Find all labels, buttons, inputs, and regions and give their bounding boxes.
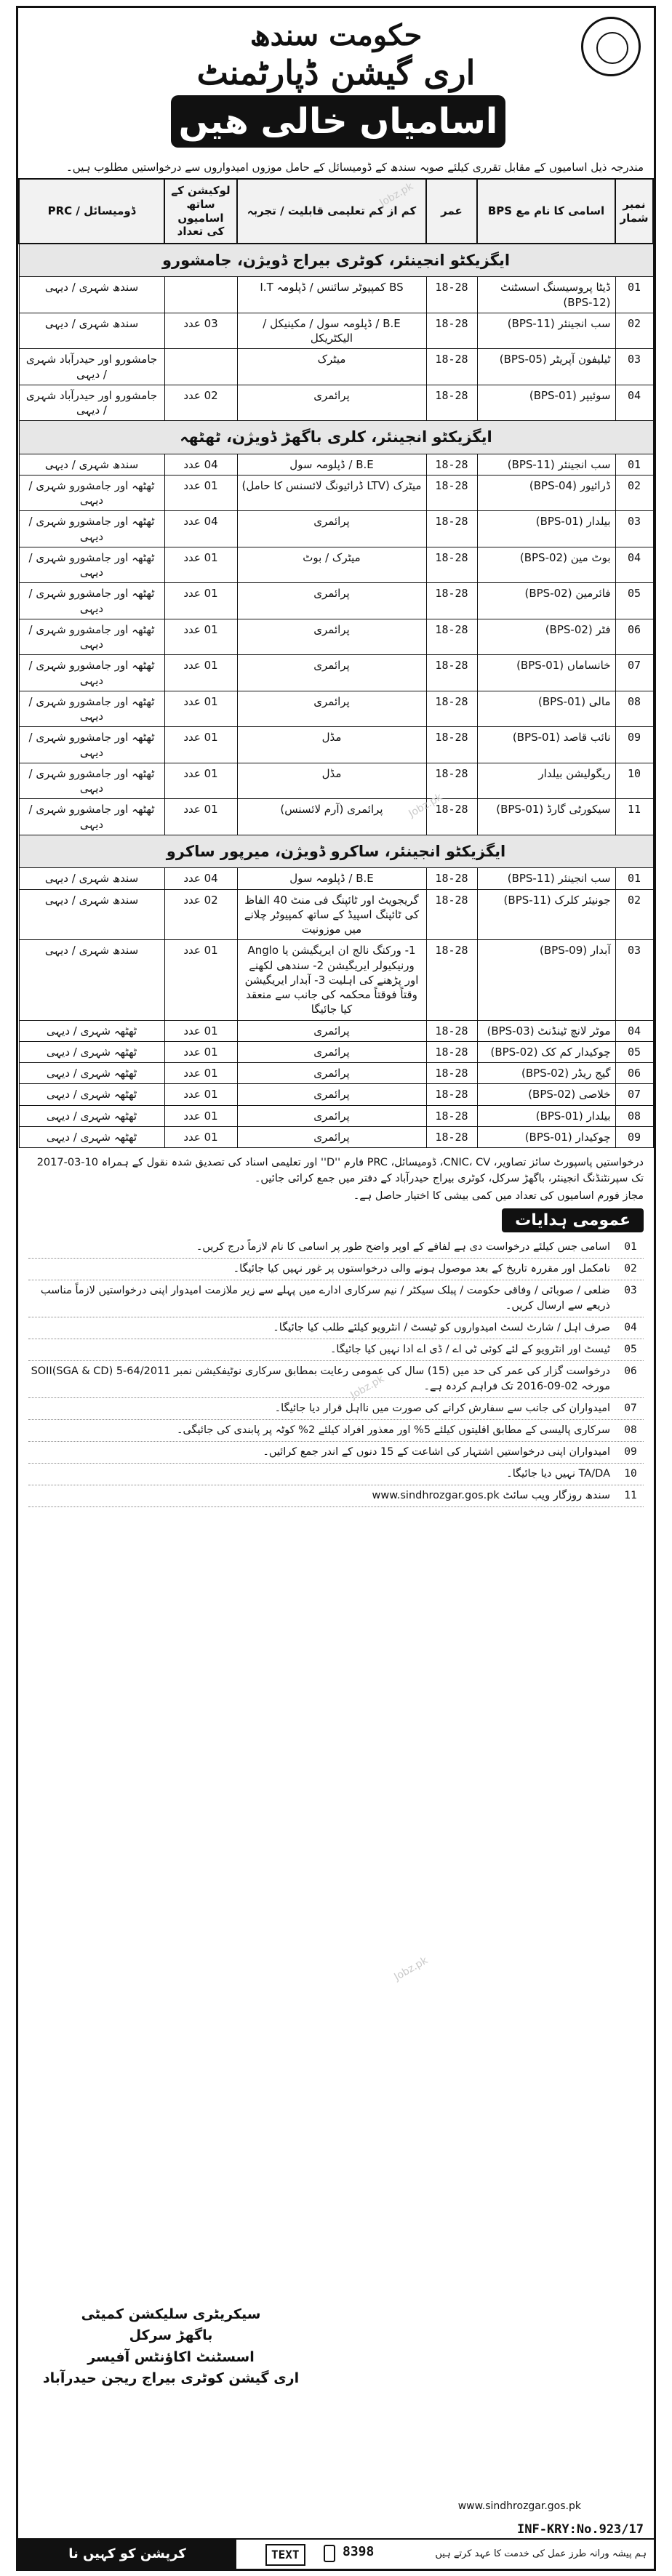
- watermark: Jobz.pk: [348, 1373, 387, 1402]
- instruction-number: 04: [624, 1322, 637, 1334]
- qualification-cell: 1- ورکنگ نالج ان ایریگیشن یا Anglo ورنیکیولر ایریگیشن 2- سندھی لکھنے اور پڑھنے کی اہلیت 3- آبدار ایریگیشن وقتاً فوقتاً محکمہ کی جانب سے منعقد کیا جائیگا: [237, 940, 426, 1020]
- instruction-text: درخواست گزار کی عمر کی حد میں (15) سال کی عمومی رعایت بمطابق سرکاری نوٹیفکیشن نمبر SOII(SGA & CD) 5-64/2011 مورخہ 02-09-2016 تک فراہم کردہ ہے۔: [31, 1365, 610, 1393]
- list-item: [28, 1237, 644, 1259]
- post-cell: ڈرائیور (BPS-04): [477, 475, 615, 511]
- serial-cell: 01: [615, 454, 653, 475]
- count-cell: 01 عدد: [164, 691, 237, 727]
- post-cell: گیج ریڈر (BPS-02): [477, 1063, 615, 1084]
- instruction-number: 11: [624, 1490, 637, 1502]
- general-instructions-title: عمومی ہدایات: [502, 1208, 644, 1232]
- age-cell: 18-28: [426, 1126, 477, 1147]
- age-cell: 18-28: [426, 691, 477, 727]
- count-cell: 04 عدد: [164, 511, 237, 547]
- table-row: [19, 1041, 653, 1062]
- list-item: [28, 1259, 644, 1280]
- table-row: [19, 1063, 653, 1084]
- header: [18, 8, 654, 161]
- table-row: [19, 511, 653, 547]
- domicile-cell: جامشورو اور حیدرآباد شہری / دیہی: [19, 349, 164, 385]
- age-cell: 18-28: [426, 1063, 477, 1084]
- qualification-cell: میٹرک: [237, 349, 426, 385]
- age-cell: 18-28: [426, 655, 477, 691]
- domicile-cell: ٹھٹھہ شہری / دیہی: [19, 1084, 164, 1105]
- age-cell: 18-28: [426, 1041, 477, 1062]
- signature-line-4: اری گیشن کوٹری بیراج ریجن حیدرآباد: [42, 2370, 300, 2387]
- serial-cell: 03: [615, 940, 653, 1020]
- serial-cell: 02: [615, 313, 653, 349]
- instruction-text: سندھ روزگار ویب سائٹ www.sindhrozgar.gos.pk: [372, 1490, 610, 1502]
- table-row: [19, 475, 653, 511]
- domicile-cell: ٹھٹھہ اور جامشورو شہری / دیہی: [19, 619, 164, 655]
- post-cell: بیلدار (BPS-01): [477, 511, 615, 547]
- table-row: [19, 799, 653, 835]
- domicile-cell: ٹھٹھہ اور جامشورو شہری / دیہی: [19, 475, 164, 511]
- age-cell: 18-28: [426, 763, 477, 799]
- serial-cell: 06: [615, 619, 653, 655]
- post-cell: جونیئر کلرک (BPS-11): [477, 889, 615, 940]
- qualification-cell: مڈل: [237, 727, 426, 763]
- post-cell: خلاصی (BPS-02): [477, 1084, 615, 1105]
- age-cell: 18-28: [426, 940, 477, 1020]
- count-cell: 01 عدد: [164, 1063, 237, 1084]
- instruction-number: 03: [624, 1285, 637, 1297]
- qualification-cell: پرائمری: [237, 1126, 426, 1147]
- qualification-cell: B.E / ڈپلومہ سول: [237, 454, 426, 475]
- table-row: [19, 313, 653, 349]
- age-cell: 18-28: [426, 475, 477, 511]
- count-cell: 01 عدد: [164, 475, 237, 511]
- header-serial: نمبر شمار: [615, 179, 653, 244]
- serial-cell: 04: [615, 1020, 653, 1041]
- age-cell: 18-28: [426, 385, 477, 421]
- domicile-cell: سندھ شہری / دیہی: [19, 889, 164, 940]
- table-row: [19, 868, 653, 889]
- post-cell: سب انجینئر (BPS-11): [477, 313, 615, 349]
- section-header-row: [19, 421, 653, 454]
- table-row: [19, 940, 653, 1020]
- header-age: عمر: [426, 179, 477, 244]
- instruction-text: ٹیسٹ اور انٹرویو کے لئے کوئی ٹی اے / ڈی اے ادا نہیں کیا جائیگا۔: [329, 1344, 610, 1356]
- age-cell: 18-28: [426, 619, 477, 655]
- post-cell: نائب قاصد (BPS-01): [477, 727, 615, 763]
- footer-message: ہم پیشہ ورانہ طرز عمل کی خدمت کا عہد کرتے ہیں: [435, 2548, 647, 2559]
- serial-cell: 02: [615, 889, 653, 940]
- signature-line-3: اسسٹنٹ اکاؤنٹس آفیسر: [87, 2348, 255, 2365]
- instruction-number: 09: [624, 1446, 637, 1458]
- serial-cell: 02: [615, 475, 653, 511]
- mobile-phone-icon: [324, 2545, 335, 2562]
- sms-number: 8398: [343, 2544, 375, 2559]
- post-cell: فائرمین (BPS-02): [477, 583, 615, 619]
- domicile-cell: جامشورو اور حیدرآباد شہری / دیہی: [19, 385, 164, 421]
- qualification-cell: گریجویٹ اور ٹائپنگ فی منٹ 40 الفاظ کی ٹائپنگ اسپیڈ کے ساتھ کمپیوٹر چلانے میں موزونیت: [237, 889, 426, 940]
- vacancies-banner: اسامیاں خالی ھیں: [171, 95, 505, 148]
- table-row: [19, 1084, 653, 1105]
- post-cell: ڈیٹا پروسیسنگ اسسٹنٹ (BPS-12): [477, 277, 615, 313]
- department-title: اری گیشن ڈپارٹمنٹ: [196, 53, 476, 92]
- domicile-cell: سندھ شہری / دیہی: [19, 313, 164, 349]
- age-cell: 18-28: [426, 349, 477, 385]
- footer: [18, 2300, 654, 2569]
- post-cell: مالی (BPS-01): [477, 691, 615, 727]
- bottom-strip: [18, 2538, 654, 2569]
- post-cell: سیکورٹی گارڈ (BPS-01): [477, 799, 615, 835]
- section-title: ایگزیکٹو انجینئر، ساکرو ڈویژن، میرپور ساکرو: [19, 835, 653, 867]
- count-cell: 01 عدد: [164, 1105, 237, 1126]
- qualification-cell: پرائمری: [237, 511, 426, 547]
- serial-cell: 11: [615, 799, 653, 835]
- inf-reference: INF-KRY:No.923/17: [517, 2522, 644, 2537]
- post-cell: سب انجینئر (BPS-11): [477, 454, 615, 475]
- qualification-cell: BS کمپیوٹر سائنس / ڈپلومہ I.T: [237, 277, 426, 313]
- list-item: [28, 1317, 644, 1339]
- count-cell: [164, 349, 237, 385]
- header-post: اسامی کا نام مع BPS: [477, 179, 615, 244]
- section-header-row: [19, 835, 653, 867]
- count-cell: 04 عدد: [164, 868, 237, 889]
- section-header-row: [19, 244, 653, 277]
- age-cell: 18-28: [426, 1084, 477, 1105]
- table-header-row: [19, 179, 653, 244]
- list-item: [28, 1280, 644, 1317]
- domicile-cell: ٹھٹھہ اور جامشورو شہری / دیہی: [19, 799, 164, 835]
- signature-line-2: باگھڑ سرکل: [129, 2327, 213, 2344]
- submission-notice: درخواستیں پاسپورٹ سائز تصاویر، CNIC، CV، ڈومیسائل، PRC فارم ''D'' اور تعلیمی اسناد کی تصدیق شدہ نقول کے ہمراہ 10-03-2017 تک سپرنٹنڈنگ انجینئر، باگھڑ سرکل، کوٹری بیراج حیدرآباد کے دفتر میں جمع کرائی جائیں۔: [36, 1157, 644, 1184]
- table-row: [19, 454, 653, 475]
- post-cell: ٹیلیفون آپریٹر (BPS-05): [477, 349, 615, 385]
- qualification-cell: پرائمری: [237, 691, 426, 727]
- post-cell: سوئیپر (BPS-01): [477, 385, 615, 421]
- domicile-cell: ٹھٹھہ شہری / دیہی: [19, 1126, 164, 1147]
- count-cell: 01 عدد: [164, 763, 237, 799]
- age-cell: 18-28: [426, 727, 477, 763]
- table-row: [19, 691, 653, 727]
- list-item: [28, 1485, 644, 1507]
- serial-cell: 10: [615, 763, 653, 799]
- post-cell: چوکیدار کم کک (BPS-02): [477, 1041, 615, 1062]
- age-cell: 18-28: [426, 583, 477, 619]
- list-item: [28, 1464, 644, 1485]
- signature-line-1: سیکریٹری سلیکشن کمیٹی: [81, 2306, 261, 2322]
- post-cell: بیلدار (BPS-01): [477, 1105, 615, 1126]
- qualification-cell: پرائمری: [237, 1020, 426, 1041]
- instruction-text: ضلعی / صوبائی / وفاقی حکومت / پبلک سیکٹر / نیم سرکاری ادارے میں پہلے سے زیر ملازمت امیدوار اپنی درخواستیں لازماً مناسب ذریعے سے ارسال کریں۔: [40, 1285, 610, 1312]
- qualification-cell: میٹرک (LTV ڈرائیونگ لائسنس کا حامل): [237, 475, 426, 511]
- qualification-cell: میٹرک / بوٹ: [237, 547, 426, 583]
- qualification-cell: پرائمری: [237, 655, 426, 691]
- post-cell: سب انجینئر (BPS-11): [477, 868, 615, 889]
- list-item: [28, 1420, 644, 1442]
- instruction-number: 06: [624, 1365, 637, 1378]
- count-cell: 01 عدد: [164, 1041, 237, 1062]
- table-row: [19, 763, 653, 799]
- serial-cell: 07: [615, 655, 653, 691]
- header-count: لوکیشن کے ساتھ اسامیوں کی تعداد: [164, 179, 237, 244]
- domicile-cell: سندھ شہری / دیہی: [19, 454, 164, 475]
- domicile-cell: ٹھٹھہ اور جامشورو شہری / دیہی: [19, 727, 164, 763]
- count-cell: 01 عدد: [164, 619, 237, 655]
- domicile-cell: سندھ شہری / دیہی: [19, 940, 164, 1020]
- instructions-list: [28, 1237, 644, 1507]
- instruction-text: نامکمل اور مقررہ تاریخ کے بعد موصول ہونے والی درخواستوں پر غور نہیں کیا جائیگا۔: [233, 1263, 610, 1275]
- instruction-text: اسامی جس کیلئے درخواست دی ہے لفافے کے اوپر واضح طور پر اسامی کا نام لازماً درج کریں۔: [196, 1241, 610, 1253]
- instruction-text: سرکاری پالیسی کے مطابق اقلیتوں کیلئے 5% اور معذور افراد کیلئے 2% کوٹہ پر پابندی کی جائیگی۔: [176, 1424, 610, 1437]
- signature-block: [40, 2304, 302, 2390]
- serial-cell: 05: [615, 583, 653, 619]
- serial-cell: 09: [615, 1126, 653, 1147]
- count-cell: 01 عدد: [164, 547, 237, 583]
- qualification-cell: پرائمری: [237, 1063, 426, 1084]
- age-cell: 18-28: [426, 799, 477, 835]
- instruction-text: صرف اہل / شارٹ لسٹ امیدواروں کو ٹیسٹ / انٹرویو کیلئے طلب کیا جائیگا۔: [273, 1322, 610, 1334]
- instruction-number: 01: [624, 1241, 637, 1253]
- instruction-number: 02: [624, 1263, 637, 1275]
- table-row: [19, 1126, 653, 1147]
- age-cell: 18-28: [426, 1105, 477, 1126]
- count-cell: 01 عدد: [164, 799, 237, 835]
- instruction-text: TA/DA نہیں دیا جائیگا۔: [506, 1468, 610, 1480]
- domicile-cell: ٹھٹھہ اور جامشورو شہری / دیہی: [19, 655, 164, 691]
- website-text: www.sindhrozgar.gos.pk: [457, 2500, 581, 2512]
- instruction-number: 07: [624, 1403, 637, 1415]
- list-item: [28, 1398, 644, 1420]
- count-cell: 02 عدد: [164, 889, 237, 940]
- table-row: [19, 277, 653, 313]
- table-row: [19, 1020, 653, 1041]
- instruction-text: امیدواران اپنی درخواستیں اشتہار کی اشاعت کے 15 دنوں کے اندر جمع کرائیں۔: [263, 1446, 610, 1458]
- count-cell: 01 عدد: [164, 1126, 237, 1147]
- age-cell: 18-28: [426, 511, 477, 547]
- post-cell: خانساماں (BPS-01): [477, 655, 615, 691]
- section-title: ایگزیکٹو انجینئر، کوٹری بیراج ڈویژن، جامشورو: [19, 244, 653, 277]
- anti-corruption-slogan: کرپشن کو کہیں نا: [18, 2540, 236, 2569]
- advertisement-page: [16, 6, 656, 2571]
- watermark: Jobz.pk: [392, 1954, 431, 1983]
- instruction-text: امیدواران کی جانب سے سفارش کرانے کی صورت میں نااہل قرار دیا جائیگا۔: [274, 1403, 610, 1415]
- domicile-cell: ٹھٹھہ شہری / دیہی: [19, 1105, 164, 1126]
- qualification-cell: پرائمری: [237, 583, 426, 619]
- domicile-cell: ٹھٹھہ اور جامشورو شہری / دیہی: [19, 691, 164, 727]
- serial-cell: 08: [615, 691, 653, 727]
- header-domicile: ڈومیسائل / PRC: [19, 179, 164, 244]
- age-cell: 18-28: [426, 868, 477, 889]
- qualification-cell: مڈل: [237, 763, 426, 799]
- watermark: Jobz.pk: [407, 791, 445, 820]
- age-cell: 18-28: [426, 277, 477, 313]
- domicile-cell: ٹھٹھہ شہری / دیہی: [19, 1041, 164, 1062]
- domicile-cell: ٹھٹھہ شہری / دیہی: [19, 1020, 164, 1041]
- serial-cell: 01: [615, 868, 653, 889]
- table-row: [19, 583, 653, 619]
- qualification-cell: پرائمری (آرم لائسنس): [237, 799, 426, 835]
- domicile-cell: سندھ شہری / دیہی: [19, 868, 164, 889]
- count-cell: 01 عدد: [164, 1084, 237, 1105]
- table-row: [19, 727, 653, 763]
- domicile-cell: سندھ شہری / دیہی: [19, 277, 164, 313]
- list-item: [28, 1442, 644, 1464]
- serial-cell: 03: [615, 349, 653, 385]
- list-item: [28, 1339, 644, 1361]
- count-cell: 02 عدد: [164, 385, 237, 421]
- domicile-cell: ٹھٹھہ شہری / دیہی: [19, 1063, 164, 1084]
- serial-cell: 04: [615, 385, 653, 421]
- serial-cell: 03: [615, 511, 653, 547]
- section-title: ایگزیکٹو انجینئر، کلری باگھڑ ڈویژن، ٹھٹھہ: [19, 421, 653, 454]
- qualification-cell: پرائمری: [237, 1105, 426, 1126]
- table-row: [19, 349, 653, 385]
- count-cell: [164, 277, 237, 313]
- post-cell: موٹر لانچ ٹینڈنٹ (BPS-03): [477, 1020, 615, 1041]
- serial-cell: 09: [615, 727, 653, 763]
- serial-cell: 08: [615, 1105, 653, 1126]
- intro-text: مندرجہ ذیل اسامیوں کے مقابل تقرری کیلئے صوبہ سندھ کے ڈومیسائل کے حامل موزوں امیدواروں سے درخواستیں مطلوب ہیں۔: [65, 161, 644, 174]
- count-cell: 04 عدد: [164, 454, 237, 475]
- count-cell: 01 عدد: [164, 727, 237, 763]
- govt-title: حکومت سندھ: [249, 18, 423, 52]
- sms-text-label: TEXT: [265, 2544, 305, 2566]
- authority-notice: مجاز فورم اسامیوں کی تعداد میں کمی بیشی کا اختیار حاصل ہے۔: [353, 1189, 644, 1202]
- instruction-number: 10: [624, 1468, 637, 1480]
- serial-cell: 05: [615, 1041, 653, 1062]
- post-cell: چوکیدار (BPS-01): [477, 1126, 615, 1147]
- qualification-cell: پرائمری: [237, 1084, 426, 1105]
- age-cell: 18-28: [426, 454, 477, 475]
- serial-cell: 06: [615, 1063, 653, 1084]
- table-row: [19, 619, 653, 655]
- serial-cell: 01: [615, 277, 653, 313]
- domicile-cell: ٹھٹھہ اور جامشورو شہری / دیہی: [19, 547, 164, 583]
- count-cell: 01 عدد: [164, 583, 237, 619]
- jobs-table: [18, 178, 654, 1148]
- count-cell: 01 عدد: [164, 1020, 237, 1041]
- instruction-number: 05: [624, 1344, 637, 1356]
- instruction-number: 08: [624, 1424, 637, 1437]
- table-row: [19, 1105, 653, 1126]
- domicile-cell: ٹھٹھہ اور جامشورو شہری / دیہی: [19, 583, 164, 619]
- table-row: [19, 655, 653, 691]
- domicile-cell: ٹھٹھہ اور جامشورو شہری / دیہی: [19, 763, 164, 799]
- qualification-cell: پرائمری: [237, 619, 426, 655]
- qualification-cell: پرائمری: [237, 1041, 426, 1062]
- post-cell: ریگولیشن بیلدار: [477, 763, 615, 799]
- qualification-cell: B.E / ڈپلومہ سول / مکینیکل / الیکٹریکل: [237, 313, 426, 349]
- watermark: Jobz.pk: [377, 180, 416, 209]
- serial-cell: 07: [615, 1084, 653, 1105]
- post-cell: فٹر (BPS-02): [477, 619, 615, 655]
- count-cell: 01 عدد: [164, 940, 237, 1020]
- count-cell: 03 عدد: [164, 313, 237, 349]
- header-qualification: کم از کم تعلیمی قابلیت / تجربہ: [237, 179, 426, 244]
- qualification-cell: B.E / ڈپلومہ سول: [237, 868, 426, 889]
- serial-cell: 04: [615, 547, 653, 583]
- age-cell: 18-28: [426, 547, 477, 583]
- age-cell: 18-28: [426, 889, 477, 940]
- domicile-cell: ٹھٹھہ اور جامشورو شہری / دیہی: [19, 511, 164, 547]
- post-cell: آبدار (BPS-09): [477, 940, 615, 1020]
- age-cell: 18-28: [426, 1020, 477, 1041]
- table-row: [19, 889, 653, 940]
- table-row: [19, 547, 653, 583]
- count-cell: 01 عدد: [164, 655, 237, 691]
- notice-section: [18, 1148, 654, 1513]
- post-cell: بوٹ مین (BPS-02): [477, 547, 615, 583]
- qualification-cell: پرائمری: [237, 385, 426, 421]
- list-item: [28, 1361, 644, 1398]
- age-cell: 18-28: [426, 313, 477, 349]
- table-row: [19, 385, 653, 421]
